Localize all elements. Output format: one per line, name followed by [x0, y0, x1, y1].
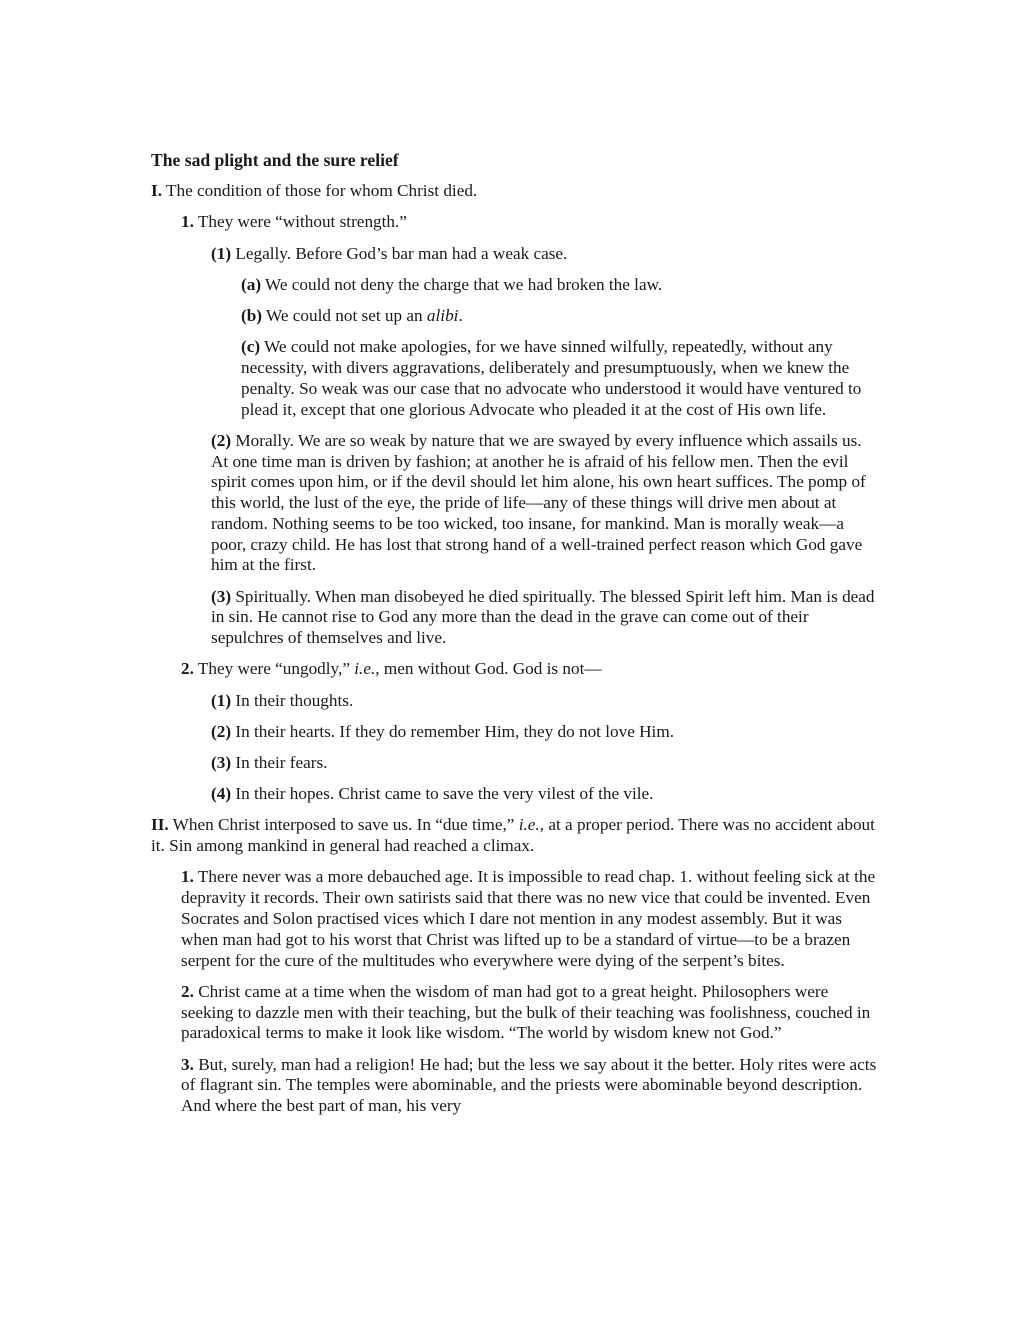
- point-2-1: [181, 867, 881, 971]
- point-text: They were “without strength.”: [193, 212, 407, 232]
- point-text: They were “ungodly,”: [193, 659, 355, 679]
- subpoint-number: (1): [211, 690, 232, 710]
- section-2: [151, 815, 881, 857]
- subpoint-text: In their hopes. Christ came to save the very vilest of the vile.: [231, 784, 654, 804]
- document-title: The sad plight and the sure relief: [151, 150, 399, 170]
- section-1: [151, 181, 881, 202]
- subpoint-number: (3): [211, 586, 232, 606]
- subpoint-number: (4): [211, 784, 232, 804]
- point-number: 1.: [181, 212, 194, 232]
- item-text: We could not deny the charge that we had broken the law.: [261, 274, 663, 294]
- item-1-1-1-c: [241, 337, 881, 420]
- subpoint-text: In their thoughts.: [231, 690, 354, 710]
- point-number: 3.: [181, 1054, 194, 1074]
- subpoint-1-1-1: [211, 244, 881, 265]
- subpoint-text: In their fears.: [231, 753, 328, 773]
- subpoint-1-2-4: [211, 784, 881, 805]
- item-letter: (c): [241, 337, 261, 357]
- section-number: II.: [151, 815, 169, 835]
- subpoint-1-1-3: [211, 587, 881, 649]
- point-text: Christ came at a time when the wisdom of man had got to a great height. Philosophers were seeking to dazzle men with their teaching, but the bulk of their teaching was foolishness, couched in paradoxical terms to make it look like wisdom. “The world by wisdom knew not God.”: [181, 981, 871, 1043]
- point-text-end: men without God. God is not—: [379, 659, 602, 679]
- item-text-end: .: [458, 305, 463, 325]
- item-1-1-1-a: [241, 275, 881, 296]
- subpoint-1-1-2: [211, 431, 881, 577]
- section-text: The condition of those for whom Christ died.: [162, 181, 478, 201]
- document-body: [151, 150, 881, 1127]
- subpoint-text: Spiritually. When man disobeyed he died spiritually. The blessed Spirit left him. Man is dead in sin. He cannot rise to God any more than the dead in the grave can come out of their sepulchres of themselves and live.: [211, 586, 875, 648]
- section-text: When Christ interposed to save us. In “due time,”: [168, 815, 519, 835]
- point-1-2: [181, 659, 881, 680]
- point-emphasis: i.e.,: [354, 659, 380, 679]
- item-1-1-1-b: [241, 306, 881, 327]
- point-number: 1.: [181, 867, 194, 887]
- subpoint-1-2-2: [211, 722, 881, 743]
- item-text: We could not set up an: [262, 305, 427, 325]
- section-text-end: at a proper period. There was no accident about it. Sin among mankind in general had reached a climax.: [151, 815, 875, 856]
- subpoint-text: In their hearts. If they do remember Him, they do not love Him.: [231, 721, 674, 741]
- section-number: I.: [151, 181, 162, 201]
- point-1-1: [181, 212, 881, 233]
- subpoint-text: Morally. We are so weak by nature that we are swayed by every influence which assails us. At one time man is driven by fashion; at another he is afraid of his fellow men. Then the evil spirit comes upon him, or if the devil should let him alone, his own heart suffices. The pomp of this world, the lust of the eye, the pride of life—any of these things will drive men about at random. Nothing seems to be too wicked, too insane, for mankind. Man is morally weak—a poor, crazy child. He has lost that strong hand of a well-trained perfect reason which God gave him at the first.: [211, 430, 866, 575]
- item-text: We could not make apologies, for we have sinned wilfully, repeatedly, without any necessity, with divers aggravations, deliberately and presumptuously, when we knew the penalty. So weak was our case that no advocate who understood it would have ventured to plead it, except that one glorious Advocate who pleaded it at the cost of His own life.: [241, 337, 862, 419]
- subpoint-1-2-3: [211, 753, 881, 774]
- point-2-2: [181, 982, 881, 1044]
- subpoint-text: Legally. Before God’s bar man had a weak case.: [231, 243, 568, 263]
- subpoint-number: (1): [211, 243, 232, 263]
- point-text: But, surely, man had a religion! He had; but the less we say about it the better. Holy rites were acts of flagrant sin. The temples were abominable, and the priests were abominable beyond description. And where the best part of man, his very: [181, 1054, 877, 1116]
- section-emphasis: i.e.,: [518, 815, 545, 835]
- subpoint-number: (2): [211, 430, 232, 450]
- point-number: 2.: [181, 981, 194, 1001]
- item-emphasis: alibi: [426, 305, 459, 325]
- subpoint-number: (2): [211, 721, 232, 741]
- item-letter: (a): [241, 274, 262, 294]
- subpoint-number: (3): [211, 753, 232, 773]
- item-letter: (b): [241, 305, 263, 325]
- point-number: 2.: [181, 659, 194, 679]
- subpoint-1-2-1: [211, 691, 881, 712]
- point-text: There never was a more debauched age. It is impossible to read chap. 1. without feeling sick at the depravity it records. Their own satirists said that there was no new vice that could be invented. Even Socrates and Solon practised vices which I dare not mention in any modest assembly. But it was when man had got to his worst that Christ was lifted up to be a standard of virtue—to be a brazen serpent for the cure of the multitudes who everywhere were dying of the serpent’s bites.: [181, 867, 876, 970]
- point-2-3: [181, 1055, 881, 1117]
